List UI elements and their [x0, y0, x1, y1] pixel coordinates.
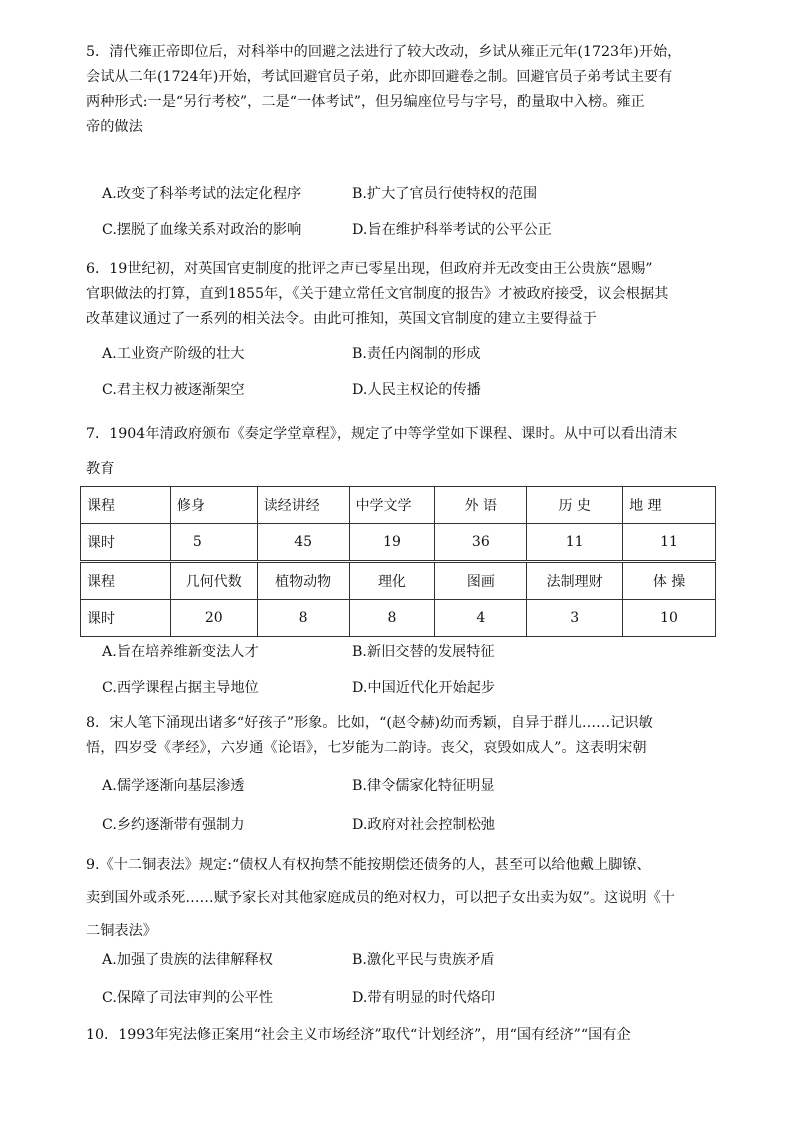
table-cell: 课程: [81, 487, 171, 524]
table-cell: 理化: [349, 562, 435, 600]
stem-line: 官职做法的打算，直到1855年，《关于建立常任文官制度的报告》才被政府接受，议会根据其: [86, 286, 669, 302]
stem-line: 卖到国外或杀死……赋予家长对其他家庭成员的绝对权力，可以把子女出卖为奴”。这说明《十: [86, 890, 675, 906]
table-cell: 课时: [81, 600, 171, 637]
question-9-stem: [86, 849, 722, 948]
question-5-option-b[interactable]: B.扩大了官员行使特权的范围: [352, 186, 538, 202]
table-cell: 20: [170, 600, 257, 637]
question-6-option-d[interactable]: D.人民主权论的传播: [352, 382, 481, 398]
question-5-option-a[interactable]: A.改变了科举考试的法定化程序: [102, 186, 302, 202]
table-cell: 10: [623, 600, 716, 637]
table-cell: 11: [527, 524, 623, 562]
stem-line: 二铜表法》: [86, 923, 157, 939]
question-7-option-b[interactable]: B.新旧交替的发展特征: [352, 644, 495, 660]
table-cell: 读经讲经: [257, 487, 349, 524]
table-cell: 课时: [81, 524, 171, 562]
table-cell: 历 史: [527, 487, 623, 524]
table-cell: 外 语: [435, 487, 527, 524]
question-6-stem: [86, 257, 722, 332]
table-cell: 36: [435, 524, 527, 562]
stem-line: 会试从二年(1724年)开始，考试回避官员子弟，此亦即回避卷之制。回避官员子弟考试主要有: [86, 69, 673, 85]
table-cell: 8: [349, 600, 435, 637]
question-9-option-a[interactable]: A.加强了贵族的法律解释权: [102, 952, 273, 968]
table-row: [81, 524, 716, 562]
table-row: [81, 600, 716, 637]
question-8-option-d[interactable]: D.政府对社会控制松弛: [352, 817, 496, 833]
stem-line: 9.《十二铜表法》规定:“债权人有权拘禁不能按期偿还债务的人，甚至可以给他戴上脚镣、: [86, 857, 651, 873]
table-cell: 19: [349, 524, 435, 562]
table-row: [81, 487, 716, 524]
question-7-option-a[interactable]: A.旨在培养维新变法人才: [102, 644, 259, 660]
question-5-stem: [86, 40, 722, 140]
table-cell: 地 理: [623, 487, 716, 524]
question-7-option-d[interactable]: D.中国近代化开始起步: [352, 680, 496, 696]
table-cell: 课程: [81, 562, 171, 600]
question-7-option-c[interactable]: C.西学课程占据主导地位: [102, 680, 259, 696]
stem-line: 6．19世纪初，对英国官吏制度的批评之声已零星出现，但政府并无改变由王公贵族“恩赐”: [86, 261, 653, 277]
question-5-option-c[interactable]: C.摆脱了血缘关系对政治的影响: [102, 222, 302, 238]
table-cell: 4: [435, 600, 527, 637]
stem-line: 悟，四岁受《孝经》，六岁通《论语》，七岁能为二韵诗。丧父，哀毁如成人”。这表明宋朝: [86, 740, 647, 756]
question-6-option-b[interactable]: B.责任内阁制的形成: [352, 346, 481, 362]
stem-line: 教育: [86, 461, 115, 477]
stem-line: 帝的做法: [86, 119, 143, 135]
question-8-stem: [86, 711, 722, 761]
table-cell: 几何代数: [170, 562, 257, 600]
question-8-option-c[interactable]: C.乡约逐渐带有强制力: [102, 817, 245, 833]
stem-line: 10．1993年宪法修正案用“社会主义市场经济”取代“计划经济”，用“国有经济”“国有企: [86, 1027, 631, 1043]
table-cell: 修身: [170, 487, 257, 524]
question-10-stem: [86, 1023, 722, 1048]
table-cell: 11: [623, 524, 716, 562]
table-cell: 5: [170, 524, 257, 562]
table-cell: 3: [527, 600, 623, 637]
stem-line: 5．清代雍正帝即位后，对科举中的回避之法进行了较大改动，乡试从雍正元年(1723年)开始，: [86, 44, 682, 60]
question-8-option-b[interactable]: B.律令儒家化特征明显: [352, 778, 495, 794]
question-6-option-a[interactable]: A.工业资产阶级的壮大: [102, 346, 245, 362]
question-5-option-d[interactable]: D.旨在维护科举考试的公平公正: [352, 222, 552, 238]
question-9-option-b[interactable]: B.激化平民与贵族矛盾: [352, 952, 495, 968]
table-cell: 8: [257, 600, 349, 637]
table-cell: 中学文学: [349, 487, 435, 524]
table-cell: 45: [257, 524, 349, 562]
stem-line: 7．1904年清政府颁布《奏定学堂章程》，规定了中等学堂如下课程、课时。从中可以看出清末: [86, 426, 678, 442]
curriculum-table: [80, 486, 716, 637]
table-cell: 图画: [435, 562, 527, 600]
question-6-option-c[interactable]: C.君主权力被逐渐架空: [102, 382, 245, 398]
table-row: [81, 562, 716, 600]
question-8-option-a[interactable]: A.儒学逐渐向基层渗透: [102, 778, 245, 794]
question-7-stem: [86, 417, 722, 487]
table-cell: 法制理财: [527, 562, 623, 600]
question-9-option-d[interactable]: D.带有明显的时代烙印: [352, 990, 496, 1006]
stem-line: 两种形式:一是“另行考校”，二是“一体考试”，但另编座位号与字号，酌量取中入榜。雍正: [86, 94, 645, 110]
table-cell: 体 操: [623, 562, 716, 600]
table-cell: 植物动物: [257, 562, 349, 600]
stem-line: 改革建议通过了一系列的相关法令。由此可推知，英国文官制度的建立主要得益于: [86, 311, 597, 327]
question-9-option-c[interactable]: C.保障了司法审判的公平性: [102, 990, 273, 1006]
stem-line: 8．宋人笔下涌现出诸多“好孩子”形象。比如，“(赵令赫)幼而秀颖，自异于群儿……记识敏: [86, 715, 653, 731]
